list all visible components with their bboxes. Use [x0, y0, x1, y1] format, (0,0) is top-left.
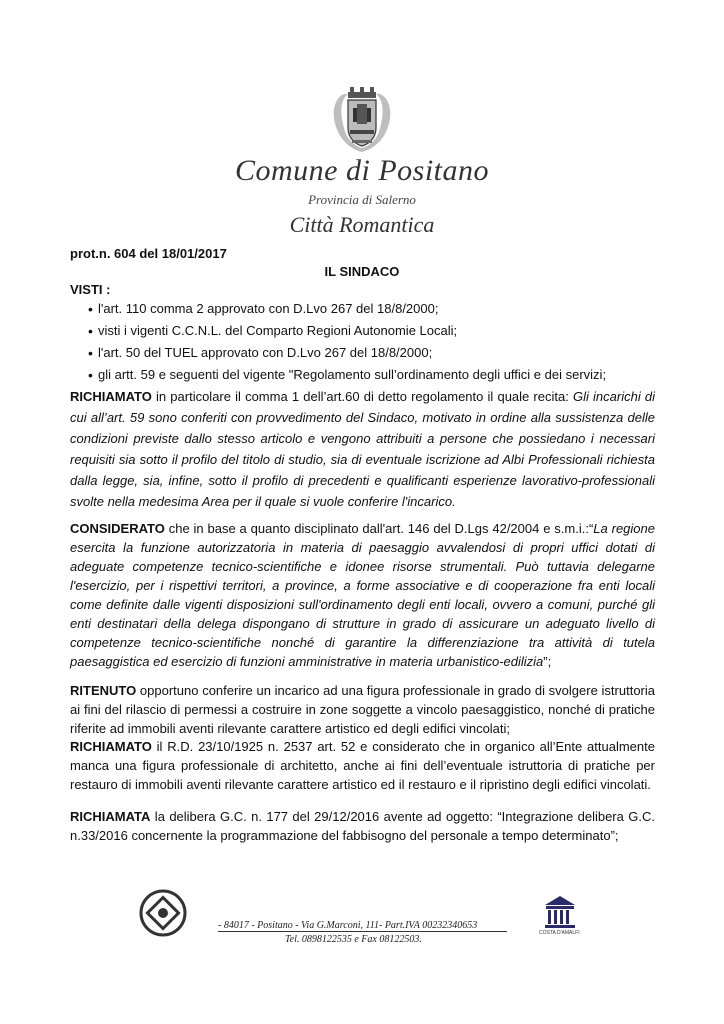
provincia-subtitle: Provincia di Salerno	[308, 192, 416, 207]
visti-list	[70, 298, 670, 386]
citta-subtitle: Città Romantica	[289, 212, 435, 237]
visti-label: VISTI :	[70, 282, 111, 297]
unesco-world-heritage-icon	[138, 888, 188, 938]
unesco-temple-icon	[541, 893, 579, 933]
richiamata-text: la delibera G.C. n. 177 del 29/12/2016 avente ad oggetto: “Integrazione delibera G.C. n.33/2016 concernente la programmazione del fabbisogno del personale a tempo determinato”;	[70, 809, 655, 843]
richiamata-label: RICHIAMATA	[70, 809, 151, 824]
considerato-paragraph	[70, 519, 655, 671]
comune-title: Comune di Positano	[235, 154, 489, 187]
list-item: • l'art. 50 del TUEL approvato con D.Lvo 267 del 18/8/2000;	[70, 342, 670, 364]
footer-address: - 84017 - Positano - Via G.Marconi, 111- Part.IVA 00232340653	[218, 920, 507, 932]
footer-contacts: Tel. 0898122535 e Fax 08122503.	[285, 934, 422, 945]
list-item: • gli artt. 59 e seguenti del vigente "Regolamento sull’ordinamento degli uffici e dei servizi;	[70, 364, 670, 386]
richiamata-paragraph	[70, 807, 655, 845]
considerato-label: CONSIDERATO	[70, 521, 165, 536]
right-logo-caption: COSTA D'AMALFI	[539, 930, 580, 936]
considerato-tail: ”;	[543, 654, 552, 669]
richiamato-paragraph-1	[70, 386, 655, 512]
protocol-number: prot.n. 604 del 18/01/2017	[70, 246, 227, 261]
list-item: • l'art. 110 comma 2 approvato con D.Lvo 267 del 18/8/2000;	[70, 298, 670, 320]
ritenuto-paragraph	[70, 681, 655, 738]
richiamato-label: RICHIAMATO	[70, 739, 152, 754]
richiamato-text: il R.D. 23/10/1925 n. 2537 art. 52 e considerato che in organico all’Ente attualmente manca una figura professionale di architetto, anche ai fini dell’eventuale istruttoria di pratiche per restauro di immobili aventi rilevante carattere artistico ed il restauro e il ripristino degli edifici vincolati.	[70, 739, 655, 792]
document-title: IL SINDACO	[324, 264, 400, 279]
considerato-quote: La regione esercita la funzione autorizzatoria in materia di paesaggio avvalendosi di propri uffici dotati di adeguate competenze tecnico-scientifiche e idonee risorse strumentali. Può tuttavia delegarne l'esercizio, per i rispettivi territori, a province, a forme associative e di cooperazione fra enti locali come definite dalle vigenti disposizioni sull'ordinamento degli enti locali, ovvero a comuni, purché gli enti destinatari della delega dispongano di strutture in grado di assicurare un adeguato livello di competenze tecnico-scientifiche nonché di garantire la differenziazione tra attività di tutela paesaggistica ed esercizio di funzioni amministrative in materia urbanistico-edilizia	[70, 521, 655, 669]
considerato-text: che in base a quanto disciplinato dall'art. 146 del D.Lgs 42/2004 e s.m.i.:“	[164, 521, 594, 536]
ritenuto-text: opportuno conferire un incarico ad una figura professionale in grado di svolgere istruttoria ai fini del rilascio di permessi a costruire in zone soggette a vincolo paesaggistico, nonché di pratiche riferite ad immobili aventi rilevante carattere artistico ed degli edifici vincolati;	[70, 683, 655, 736]
list-item: • visti i vigenti C.C.N.L. del Comparto Regioni Autonomie Locali;	[70, 320, 670, 342]
richiamato-paragraph-2	[70, 737, 655, 794]
ritenuto-label: RITENUTO	[70, 683, 137, 698]
richiamato-text: in particolare il comma 1 dell’art.60 di detto regolamento il quale recita:	[151, 389, 573, 404]
richiamato-label: RICHIAMATO	[70, 389, 152, 404]
positano-crest-icon	[326, 84, 398, 156]
richiamato-quote: Gli incarichi di cui all’art. 59 sono conferiti con provvedimento del Sindaco, motivato in ordine alla sussistenza delle condizioni previste dallo stesso articolo e vengono attribuiti a persone che possiedano i necessari requisiti sia sotto il profilo del titolo di studio, sia di eventuale iscrizione ad Albi Professionali richiesta dalla legge, sia, infine, sotto il profilo di precedenti e qualificanti esperienze lavorativo-professionali svolte nella medesima Area per il quale si vuole conferire l'incarico.	[70, 389, 656, 509]
